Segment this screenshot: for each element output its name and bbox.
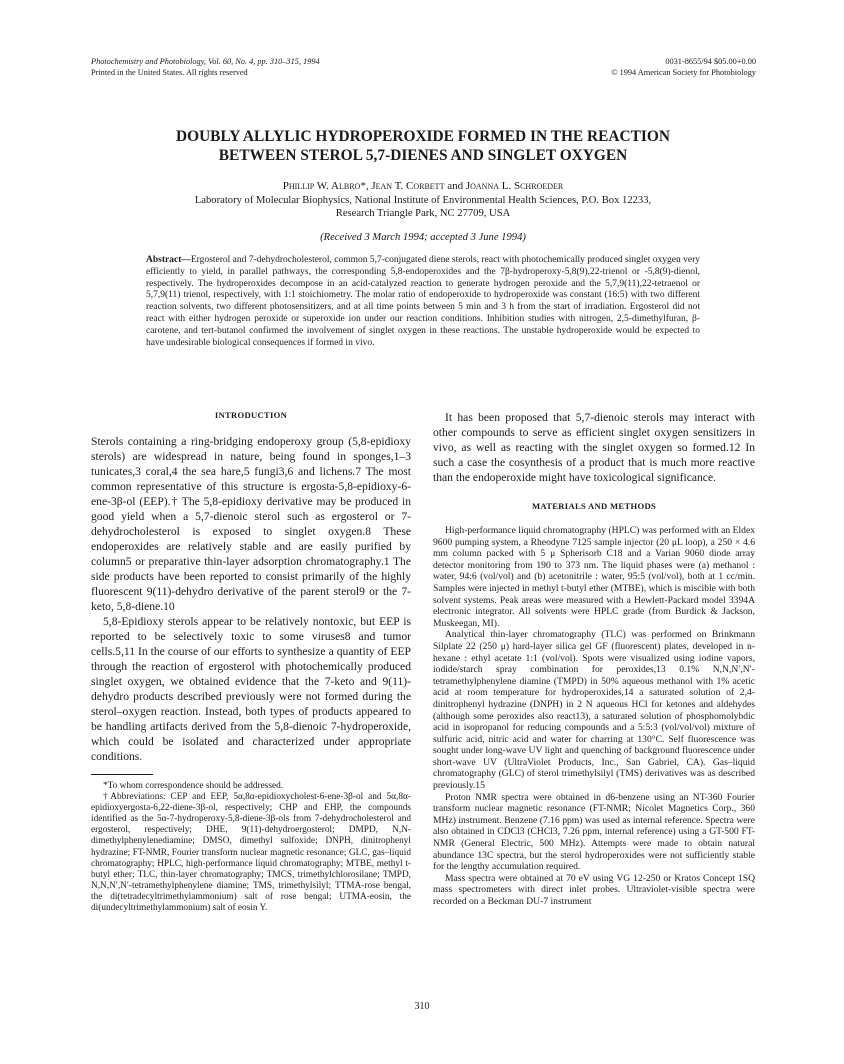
methods-paragraph: Proton NMR spectra were obtained in d6-benzene using an NT-360 Fourier transform nuclear magnetic resonance (FT-NMR; Nicolet Magnetics Corp., 360 MHz) instrument. Benzene (7.16 ppm) was used as internal reference. Spectra were also obtained in CDCl3 (CHCl3, 7.26 ppm, internal reference) using a GT-500 FT-NMR (General Electric, 500 MHz). Attempts were made to obtain natural abundance 13C spectra, but the sterol hydroperoxides were not sufficiently stable for the lengthy accumulation required. xyxy=(433,791,755,873)
journal-header xyxy=(91,56,320,78)
abstract xyxy=(146,255,700,349)
intro-paragraph: 5,8-Epidioxy sterols appear to be relatively nontoxic, but EEP is reported to be selectively toxic to some viruses8 and tumor cells.5,11 In the course of our efforts to synthesize a quantity of EEP through the reaction of ergosterol with photochemically produced singlet oxygen, we obtained evidence that the 7-keto and 9(11)-dehydro products described previously were not formed during the sterol–oxygen reaction. Instead, both types of products appeared to be handling artifacts derived from the 5,8-dienoic 7-hydroperoxide, which could be isolated and characterized under appropriate conditions. xyxy=(91,615,411,763)
printed-notice: Printed in the United States. All rights reserved xyxy=(91,68,248,77)
section-heading-introduction: INTRODUCTION xyxy=(214,410,288,420)
title-line-2: BETWEEN STEROL 5,7-DIENES AND SINGLET OXYGEN xyxy=(218,147,628,164)
intro-paragraph: Sterols containing a ring-bridging endoperoxy group (5,8-epidioxy sterols) are widespread in nature, being found in sponges,1–3 tunicates,3 coral,4 the sea hare,5 fungi3,6 and lichens.7 The most common representative of this structure is ergosta-5,8-epidioxy-6-ene-3β-ol (EEP).† The 5,8-epidioxy derivative may be produced in good yield when a 5,7-dienoic sterol such as ergosterol or 7-dehydrocholesterol is exposed to singlet oxygen.8 These endoperoxides are relatively stable and are easily purified by column5 or preparative thin-layer adsorption chromatography.1 The side products have been reported to consist primarily of the highly fluorescent 9(11)-dehydro derivative of the parent sterol9 or the 7-keto, 5,8-diene.10 xyxy=(91,435,411,613)
author-name: Joanna L. Schroeder xyxy=(465,180,564,192)
right-column xyxy=(433,410,755,908)
affiliation-line-2: Research Triangle Park, NC 27709, USA xyxy=(335,208,511,219)
author-name: Phillip W. Albro* xyxy=(282,180,366,192)
left-column xyxy=(91,410,411,914)
methods-paragraph: Analytical thin-layer chromatography (TLC) was performed on Brinkmann Silplate 22 (250 μ) hard-layer silica gel GF (fluorescent) plates, developed in n-hexane : ethyl acetate 1:1 (vol/vol). Spots were visualized using iodine vapors, iodide/starch spray combination for peroxides,13 0.1% N,N,N′,N′-tetramethylphenylene diamine (TMPD) in 50% aqueous methanol with 1% acetic acid at room temperature for hydroperoxides,14 a saturated solution of 2,4-dinitrophenyl hydrazine (DNPH) in 2 N aqueous HCl for ketones and aldehydes (although some peroxides also react13), a saturated solution of phosphomolybdic acid in isopropanol for reducing compounds and a 5:5:3 (vol/vol/vol) mixture of sulfuric acid, nitric acid and water for charring at 130°C. Self fluorescence was sought under long-wave UV light and quenching of background fluorescence under short-wave UV (UltraViolet Products, Inc., San Gabriel, CA). Gas–liquid chromatography (GLC) of sterol trimethylsilyl (TMS) derivatives was as described previously.15 xyxy=(433,629,755,792)
author-list xyxy=(91,180,755,192)
affiliation-line-1: Laboratory of Molecular Biophysics, National Institute of Environmental Health Sciences, P.O. Box 12233, xyxy=(194,195,652,206)
author-name: Jean T. Corbett xyxy=(371,180,445,192)
received-dates: (Received 3 March 1994; accepted 3 June 1994) xyxy=(320,232,526,243)
issn-code: 0031-8655/94 $05.00+0.00 xyxy=(665,57,756,66)
journal-citation: Photochemistry and Photobiology, Vol. 60, No. 4, pp. 310–315, 1994 xyxy=(91,57,320,66)
title-line-1: DOUBLY ALLYLIC HYDROPEROXIDE FORMED IN THE REACTION xyxy=(175,128,670,145)
affiliation xyxy=(91,194,755,220)
abstract-text: Ergosterol and 7-dehydrocholesterol, common 5,7-conjugated diene sterols, react with photochemically produced singlet oxygen very efficiently to yield, in parallel pathways, the corresponding 5,8-endoperoxides and the 7β-hydroperoxy-5,8(9),22-trienol or -5,8(9)-dienol, respectively. The hydroperoxides decompose in an acid-catalyzed reaction to generate hydrogen peroxide and the 5,7,9(11),22-tetraenol or 5,7,9(11) trienol, respectively, with 1:1 stoichiometry. The molar ratio of endoperoxide to hydroperoxide was constant (16:5) with two different reaction solvents, two different photosensitizers, and at all time points between 5 min and 3 h from the start of irradiation. Ergosterol did not react with either hydrogen peroxide or superoxide ion under our reaction conditions. Inhibition studies with nitrogen, 2,5-dimethylfuran, β-carotene, and tert-butanol confirmed the involvement of singlet oxygen in these reactions. The unstable hydroperoxide would be expected to have undesirable biological consequences if formed in vivo. xyxy=(146,255,700,348)
paper-title xyxy=(91,127,755,165)
abstract-label: Abstract— xyxy=(146,255,191,265)
author-separator: and xyxy=(444,180,466,192)
intro-continuation-paragraph: It has been proposed that 5,7-dienoic sterols may interact with other compounds to serve as efficient singlet oxygen sensitizers in vivo, as well as reacting with the singlet oxygen so formed.12 In such a case the cosynthesis of a product that is much more reactive than the endoperoxide might have toxicological significance. xyxy=(433,411,755,484)
author-separator: , xyxy=(365,180,372,192)
page-number: 310 xyxy=(414,1001,430,1012)
footnote-abbreviations: †Abbreviations: CEP and EEP, 5α,8α-epidioxycholest-6-ene-3β-ol and 5α,8α-epidioxyergosta-6,22-diene-3β-ol, respectively; CHP and EHP, the compounds identified as the 5α-7-hydroperoxy-5,8-diene-3β-ols from 7-dehydrocholesterol and ergosterol, respectively; DHE, 9(11)-dehydroergosterol; DMPD, N,N-dimethylphenylenediamine; DMSO, dimethyl sulfoxide; DNPH, dinitrophenyl hydrazine; FT-NMR, Fourier transform nuclear magnetic resonance; GLC, gas–liquid chromatography; HPLC, high-performance liquid chromatography; MTBE, methyl t-butyl ether; TLC, thin-layer chromatography; TMCS, trimethylchlorosilane; TMPD, N,N,N′,N′-tetramethylphenylene diamine; TMS, trimethylsilyl; TTMA-rose bengal, the di(tetradecyltrimethylammonium) salt of rose bengal; UTMA-eosin, the di(undecyltrimethylammonium) salt of eosin Y. xyxy=(91,792,411,914)
copyright-notice: © 1994 American Society for Photobiology xyxy=(611,68,756,77)
footnote-correspondence: *To whom correspondence should be addressed. xyxy=(103,781,284,791)
section-heading-methods: MATERIALS AND METHODS xyxy=(531,501,657,511)
methods-paragraph: High-performance liquid chromatography (HPLC) was performed with an Eldex 9600 pumping system, a Rheodyne 7125 sample injector (20 μL loop), a 250 × 4.6 mm column packed with 5 μ Spherisorb C18 and a Varian 9060 diode array detector monitoring from 190 to 373 nm. The liquid phases were (a) methanol : water, 94:6 (vol/vol) and (b) acetonitrile : water, 95:5 (vol/vol), both at 1 cc/min. Samples were injected in methyl t-butyl ether (MTBE), which is miscible with both solvent systems. Peak areas were measured with a Hewlett-Packard model 3394A electronic integrator. All solvents were HPLC grade (from Burdick & Jackson, Muskeegan, MI). xyxy=(433,525,755,629)
footnote-divider xyxy=(91,774,153,775)
copyright-header xyxy=(611,56,756,78)
methods-paragraph: Mass spectra were obtained at 70 eV using VG 12-250 or Kratos Concept 1SQ mass spectrometers with direct inlet probes. Ultraviolet-visible spectra were recorded on a Beckman DU-7 instrument xyxy=(433,872,755,907)
